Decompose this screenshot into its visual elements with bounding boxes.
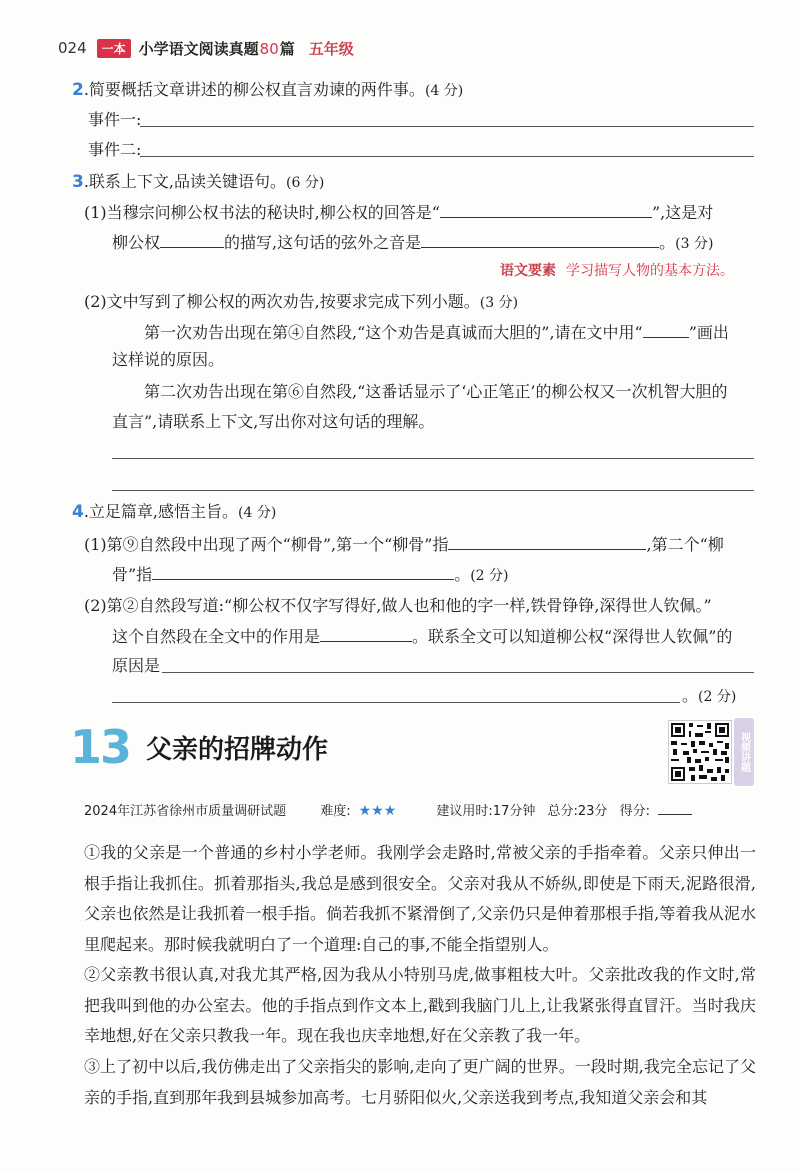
- answer-blank[interactable]: [160, 230, 224, 248]
- answer-blank[interactable]: [152, 562, 454, 580]
- event-2-label: 事件二:: [88, 140, 142, 159]
- question-4-1-line2: 骨”指 。(2 分): [112, 562, 508, 588]
- question-3-2-first-advice: 第一次劝告出现在第④自然段,“这个劝告是真诚而大胆的”,请在文中用“ ”画出: [144, 320, 729, 345]
- question-4-2-line3: 原因是: [112, 656, 161, 675]
- answer-blank[interactable]: [448, 532, 646, 550]
- question-4: 4.立足篇章,感悟主旨。(4 分): [72, 502, 277, 522]
- event-1-label: 事件一:: [88, 110, 142, 129]
- question-2: 2.简要概括文章讲述的柳公权直言劝谏的两件事。(4 分): [72, 80, 464, 100]
- brand-logo: 一本: [97, 39, 131, 58]
- article-paragraph-2: ②父亲教书很认真,对我尤其严格,因为我从小特别马虎,做事粗枝大叶。父亲批改我的作文时,常把我叫到他的办公室去。他的手指点到作文本上,戳到我脑门儿上,让我紧张得直冒汗。当时我庆幸地想,好在父亲只教我一年。现在我也庆幸地想,好在父亲教了我一年。: [84, 965, 756, 1045]
- page-number: 024: [58, 39, 87, 57]
- underline-mark-sample: [643, 320, 689, 338]
- lesson-title-block: [70, 720, 328, 774]
- question-3-2-first-advice-cont: 这样说的原因。: [112, 350, 225, 369]
- answer-line[interactable]: [112, 702, 680, 703]
- language-element-note: 语文要素 学习描写人物的基本方法。: [500, 263, 734, 279]
- difficulty-stars-icon: ★★★: [358, 803, 397, 819]
- answer-blank[interactable]: [320, 624, 412, 642]
- source-label: 2024年江苏省徐州市质量调研试题: [84, 804, 287, 819]
- grade-label: 五年级: [308, 39, 354, 58]
- video-explain-tab[interactable]: 视频讲题: [734, 718, 754, 786]
- answer-line[interactable]: [112, 490, 754, 491]
- question-4-2-line1: (2)第②自然段写道:“柳公权不仅字写得好,做人也和他的字一样,铁骨铮铮,深得世人钦佩。”: [84, 596, 712, 615]
- lesson-title: 父亲的招牌动作: [146, 734, 329, 765]
- lesson-number: 13: [70, 720, 131, 774]
- lesson-meta: [84, 800, 708, 819]
- question-3-1-line1: (1)当穆宗问柳公权书法的秘诀时,柳公权的回答是“ ”,这是对: [84, 200, 713, 225]
- question-3-2-second-advice: 第二次劝告出现在第⑥自然段,“这番话显示了‘心正笔正’的柳公权又一次机智大胆的: [144, 382, 728, 401]
- article-paragraph-3: ③上了初中以后,我仿佛走出了父亲指尖的影响,走向了更广阔的世界。一段时期,我完全忘记了父亲的手指,直到那年我到县城参加高考。七月骄阳似火,父亲送我到考点,我知道父亲会和其: [84, 1057, 756, 1107]
- question-4-1-line1: (1)第⑨自然段中出现了两个“柳骨”,第一个“柳骨”指 ,第二个“柳: [84, 532, 724, 557]
- event-2-answer-line[interactable]: [140, 156, 754, 157]
- question-4-2-line2: 这个自然段在全文中的作用是 。联系全文可以知道柳公权“深得世人钦佩”的: [112, 624, 732, 649]
- total-score: 总分:23分: [547, 804, 608, 819]
- question-4-2-end: 。(2 分): [682, 686, 737, 705]
- question-3-2-second-advice-cont: 直言”,请联系上下文,写出你对这句话的理解。: [112, 412, 435, 431]
- question-3-1-line2: 柳公权 的描写,这句话的弦外之音是 。(3 分): [112, 230, 713, 256]
- answer-line[interactable]: [112, 458, 754, 459]
- event-1-answer-line[interactable]: [140, 126, 754, 127]
- answer-line[interactable]: [162, 672, 754, 673]
- obtained-score: 得分:: [620, 804, 700, 819]
- score-blank[interactable]: [658, 803, 692, 815]
- question-3: 3.联系上下文,品读关键语句。(6 分): [72, 172, 325, 192]
- answer-blank[interactable]: [440, 200, 652, 218]
- series-title: 小学语文阅读真题80篇: [138, 39, 295, 58]
- page-header: [58, 36, 354, 60]
- difficulty-label: 难度: ★★★: [320, 803, 397, 819]
- article-paragraph-1: ①我的父亲是一个普通的乡村小学老师。我刚学会走路时,常被父亲的手指牵着。父亲只伸出一根手指让我抓住。抓着那指头,我总是感到很安全。父亲对我从不娇纵,即使是下雨天,泥路很滑,父亲也依然是让我抓着一根手指。倘若我抓不紧滑倒了,父亲仍只是伸着那根手指,等着我从泥水里爬起来。那时候我就明白了一个道理:自己的事,不能全指望别人。: [84, 843, 756, 954]
- qr-code-icon[interactable]: [668, 720, 732, 784]
- suggested-time: 建议用时:17分钟: [436, 804, 536, 819]
- question-3-2: (2)文中写到了柳公权的两次劝告,按要求完成下列小题。(3 分): [84, 292, 519, 311]
- answer-blank[interactable]: [421, 230, 659, 248]
